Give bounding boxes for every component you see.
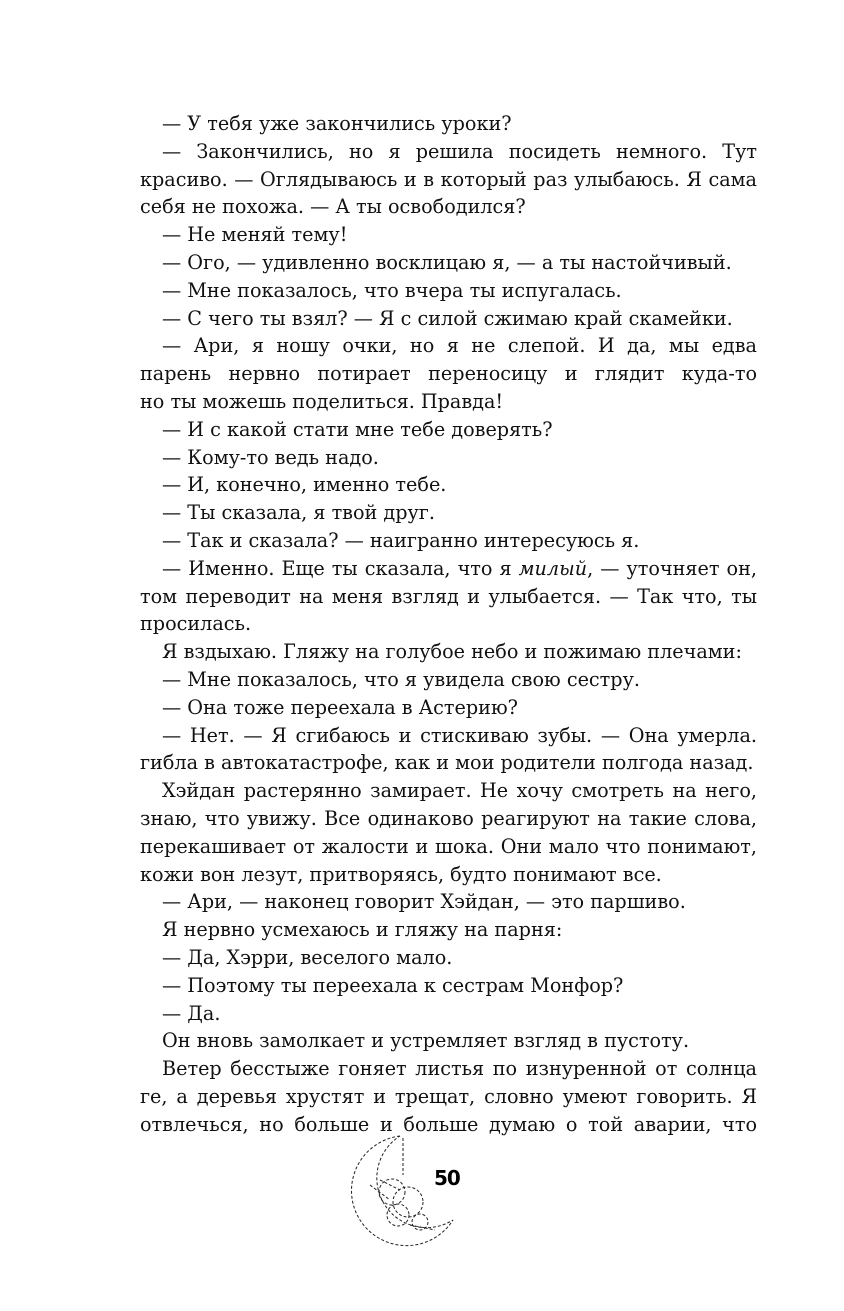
text-line: том переводит на меня взгляд и улыбается. — Так что, ты (140, 584, 757, 608)
page-number: 50 (434, 1166, 460, 1190)
text-line: — Да. (162, 1001, 221, 1025)
text-line: — Ого, — удивленно восклицаю я, — а ты настойчивый. (162, 250, 732, 274)
text-line: знаю, что увижу. Все одинаково реагируют на такие слова, (140, 806, 757, 830)
text-line: — Так и сказала? — наигранно интересуюсь я. (162, 528, 640, 552)
text-line: перекашивает от жалости и шока. Они мало что понимают, (140, 834, 757, 858)
text-line: кожи вон лезут, притворяясь, будто понимают все. (140, 862, 662, 886)
text-line: — Кому-то ведь надо. (162, 445, 379, 469)
text-line: — И с какой стати мне тебе доверять? (162, 417, 553, 441)
text-line: Ветер бесстыже гоняет листья по изнуренной от солнца (162, 1057, 757, 1081)
text-line: но ты можешь поделиться. Правда! (140, 389, 504, 413)
text-line: парень нервно потирает переносицу и глядит куда-то (140, 362, 757, 386)
text-line: — Мне показалось, что вчера ты испугалась. (162, 278, 622, 302)
text-line: себя не похожа. — А ты освободился? (140, 195, 526, 219)
text-line: — У тебя уже закончились уроки? (162, 112, 512, 135)
text-line: Он вновь замолкает и устремляет взгляд в пустоту. (162, 1029, 690, 1053)
text-line: — Закончились, но я решила посидеть немного. Тут (162, 139, 757, 163)
text-line: — Ари, — наконец говорит Хэйдан, — это паршиво. (162, 890, 686, 914)
text-line: — Нет. — Я сгибаюсь и стискиваю зубы. — Она умерла. (162, 723, 757, 747)
text-line: Я вздыхаю. Гляжу на голубое небо и пожимаю плечами: (162, 640, 742, 664)
text-line: — Мне показалось, что я увидела свою сестру. (162, 667, 640, 691)
text-line: красиво. — Оглядываюсь и в который раз улыбаюсь. Я сама (140, 167, 757, 191)
text-line: — С чего ты взял? — Я с силой сжимаю край скамейки. (162, 306, 733, 330)
text-line: — Ари, я ношу очки, но я не слепой. И да, мы едва (162, 334, 757, 358)
text-line: Хэйдан растерянно замирает. Не хочу смотреть на него, (162, 779, 757, 803)
text-line: отвлечься, но больше и больше думаю о той аварии, что (140, 1112, 757, 1136)
text-line: — И, конечно, именно тебе. (162, 473, 447, 497)
text-line: Я нервно усмехаюсь и гляжу на парня: (162, 918, 563, 942)
text-line: — Ты сказала, я твой друг. (162, 501, 435, 525)
text-line: — Да, Хэрри, веселого мало. (162, 945, 453, 969)
text-line: гибла в автокатастрофе, как и мои родители полгода назад. (140, 751, 754, 775)
italic-emphasis: милый (518, 556, 588, 580)
text-segment: , — уточняет он, (587, 556, 757, 580)
crescent-moon-ornament-icon (340, 1130, 480, 1250)
book-text (140, 110, 757, 1138)
text-line (140, 555, 757, 583)
text-line: — Поэтому ты переехала к сестрам Монфор? (162, 973, 624, 997)
text-line: просилась. (140, 612, 252, 636)
text-line: ге, а деревья хрустят и трещат, словно умеют говорить. Я (140, 1084, 757, 1108)
text-line: — Она тоже переехала в Астерию? (162, 695, 518, 719)
text-segment: — Именно. Еще ты сказала, что я (162, 556, 519, 580)
text-line: — Не меняй тему! (162, 223, 348, 247)
